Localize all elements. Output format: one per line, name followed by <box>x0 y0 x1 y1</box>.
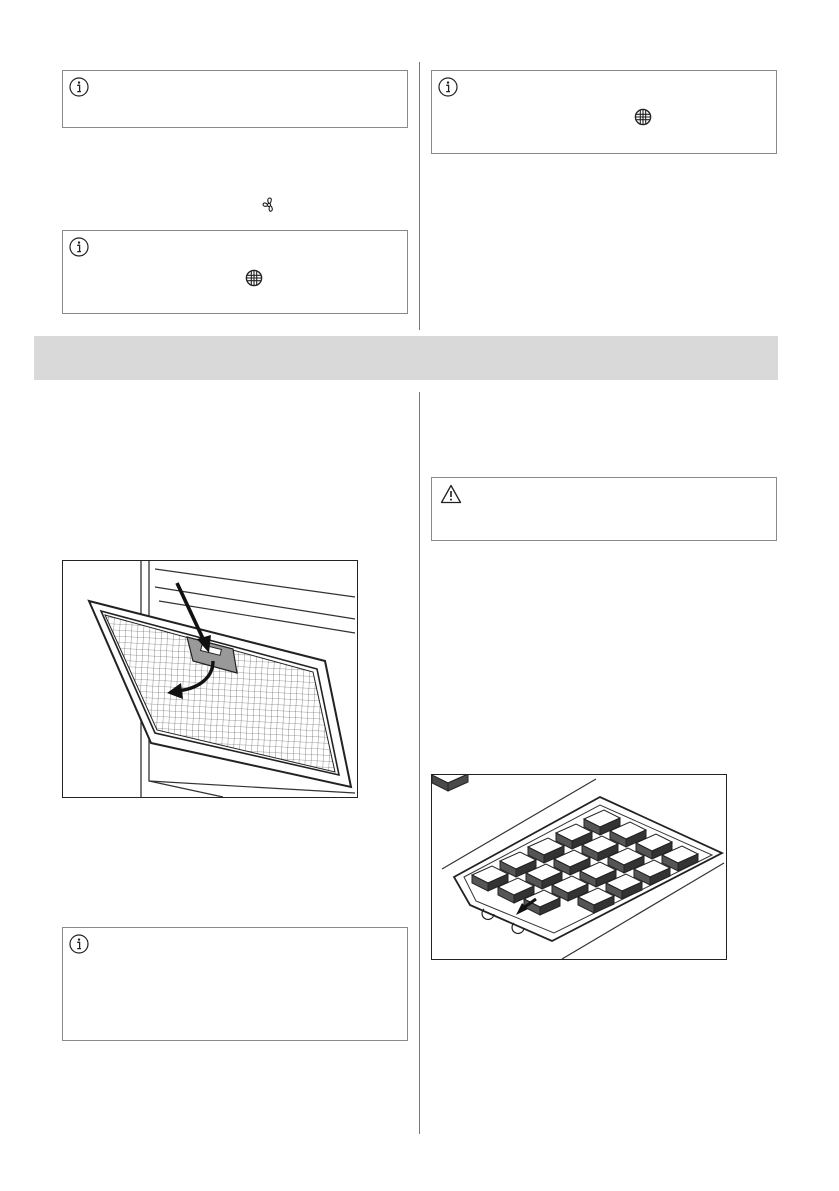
warning-note-box <box>431 477 777 541</box>
info-icon <box>438 77 458 97</box>
charcoal-filter-figure <box>431 774 727 960</box>
info-note-box-3 <box>431 70 777 154</box>
grease-filter-removal-illustration <box>63 561 357 797</box>
info-icon <box>69 934 89 954</box>
filter-grid-icon <box>634 108 652 126</box>
fan-icon <box>260 196 278 214</box>
info-icon <box>69 77 89 97</box>
warning-triangle-icon <box>440 484 462 504</box>
filter-grid-icon <box>245 269 263 287</box>
info-icon <box>69 237 89 257</box>
charcoal-filter-removal-illustration <box>432 775 726 959</box>
column-divider-bottom <box>419 392 420 1134</box>
info-note-box-4 <box>62 927 408 1041</box>
info-note-box-1 <box>62 70 408 128</box>
info-note-box-2 <box>62 230 408 314</box>
column-divider-top <box>419 62 420 330</box>
grease-filter-figure <box>62 560 358 798</box>
section-header-band <box>34 336 778 380</box>
